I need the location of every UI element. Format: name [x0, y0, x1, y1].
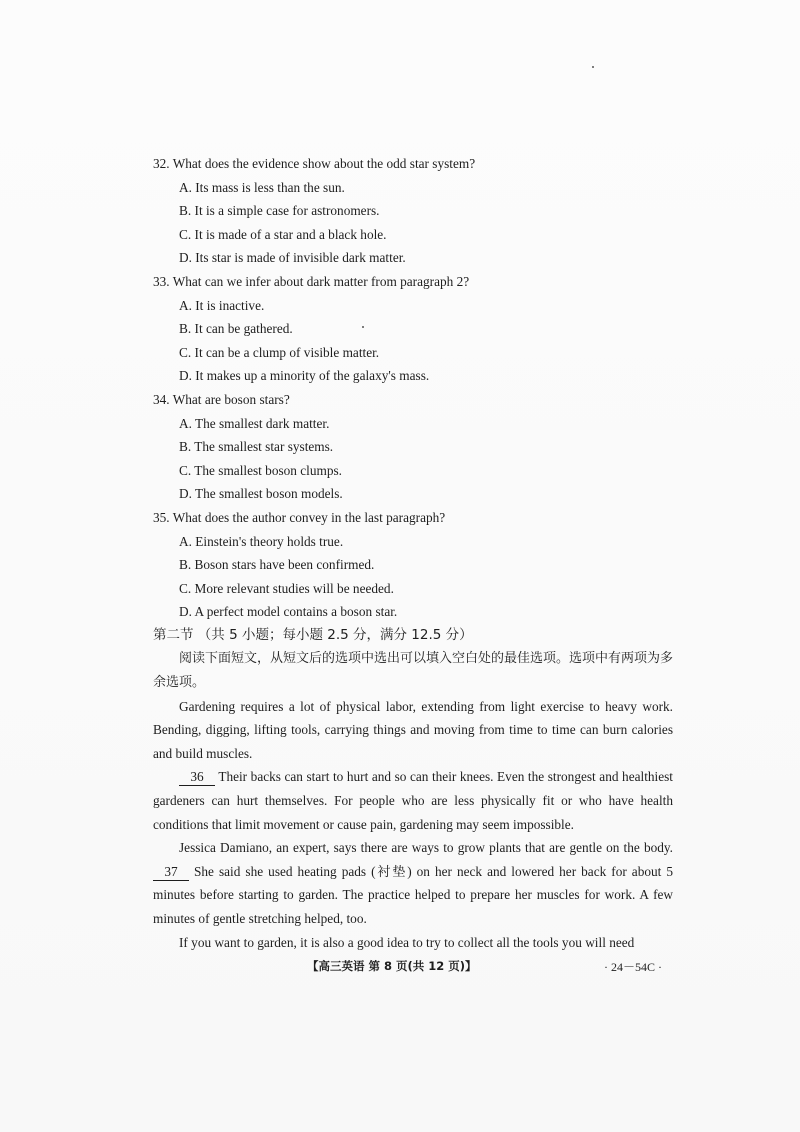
question-stem: 34. What are boson stars?: [153, 391, 290, 407]
option-c: C. The smallest boson clumps.: [179, 462, 343, 478]
question-35: [153, 506, 673, 624]
option-a: A. The smallest dark matter.: [179, 415, 330, 431]
blank-36: 36: [179, 769, 215, 786]
question-stem: 32. What does the evidence show about the odd star system?: [153, 156, 476, 171]
scan-speck: [592, 66, 594, 68]
paragraph-text: She said she used heating pads (衬垫) on her neck and lowered her back for about 5 minutes before starting to garden. The practice helped to prepare her muscles for work. A few minutes of gentle stretching helped, too.: [153, 863, 673, 926]
option-c: C. It can be a clump of visible matter.: [179, 344, 380, 360]
page-number-label: 【高三英语 第 8 页(共 12 页)】: [307, 959, 477, 973]
question-34: [153, 388, 673, 506]
option-d: D. It makes up a minority of the galaxy's mass.: [179, 368, 430, 384]
question-33: [153, 270, 673, 388]
option-b: B. Boson stars have been confirmed.: [179, 557, 375, 573]
option-d: D. The smallest boson models.: [179, 486, 343, 502]
option-b: B. It is a simple case for astronomers.: [179, 203, 380, 219]
paragraph-text: Jessica Damiano, an expert, says there are ways to grow plants that are gentle on the body.: [179, 840, 673, 856]
option-c: C. It is made of a star and a black hole.: [179, 226, 387, 242]
option-a: A. Its mass is less than the sun.: [179, 179, 345, 195]
passage-paragraph-2: [153, 765, 673, 836]
section-heading: 第二节 （共 5 小题；每小题 2.5 分，满分 12.5 分）: [153, 626, 473, 643]
option-a: A. It is inactive.: [179, 297, 265, 313]
exam-code: · 24－54C ·: [604, 960, 662, 974]
question-stem: 35. What does the author convey in the last paragraph?: [153, 509, 446, 525]
passage-paragraph-1: Gardening requires a lot of physical labor, extending from light exercise to heavy work. Bending, digging, lifting tools, carrying things and moving from time to time can burn calories and build muscles.: [153, 698, 673, 761]
option-d: D. Its star is made of invisible dark matter.: [179, 250, 406, 266]
section-instruction: 阅读下面短文，从短文后的选项中选出可以填入空白处的最佳选项。选项中有两项为多余选项。: [153, 651, 674, 691]
blank-37: 37: [153, 864, 189, 881]
passage-paragraph-3: [153, 836, 673, 930]
question-32: [153, 152, 673, 270]
question-stem: 33. What can we infer about dark matter from paragraph 2?: [153, 273, 470, 289]
option-a: A. Einstein's theory holds true.: [179, 533, 344, 549]
option-c: C. More relevant studies will be needed.: [179, 580, 394, 596]
page-content: [153, 152, 673, 954]
option-d: D. A perfect model contains a boson star.: [179, 604, 398, 620]
option-b: B. It can be gathered.: [179, 321, 293, 337]
passage-paragraph-4: If you want to garden, it is also a good idea to try to collect all the tools you will need: [179, 934, 635, 950]
paragraph-text: Their backs can start to hurt and so can their knees. Even the strongest and healthiest gardeners can hurt themselves. For people who are less physically fit or who have health conditions that limit movement or cause pain, gardening may seem impossible.: [153, 769, 673, 832]
option-b: B. The smallest star systems.: [179, 439, 334, 455]
